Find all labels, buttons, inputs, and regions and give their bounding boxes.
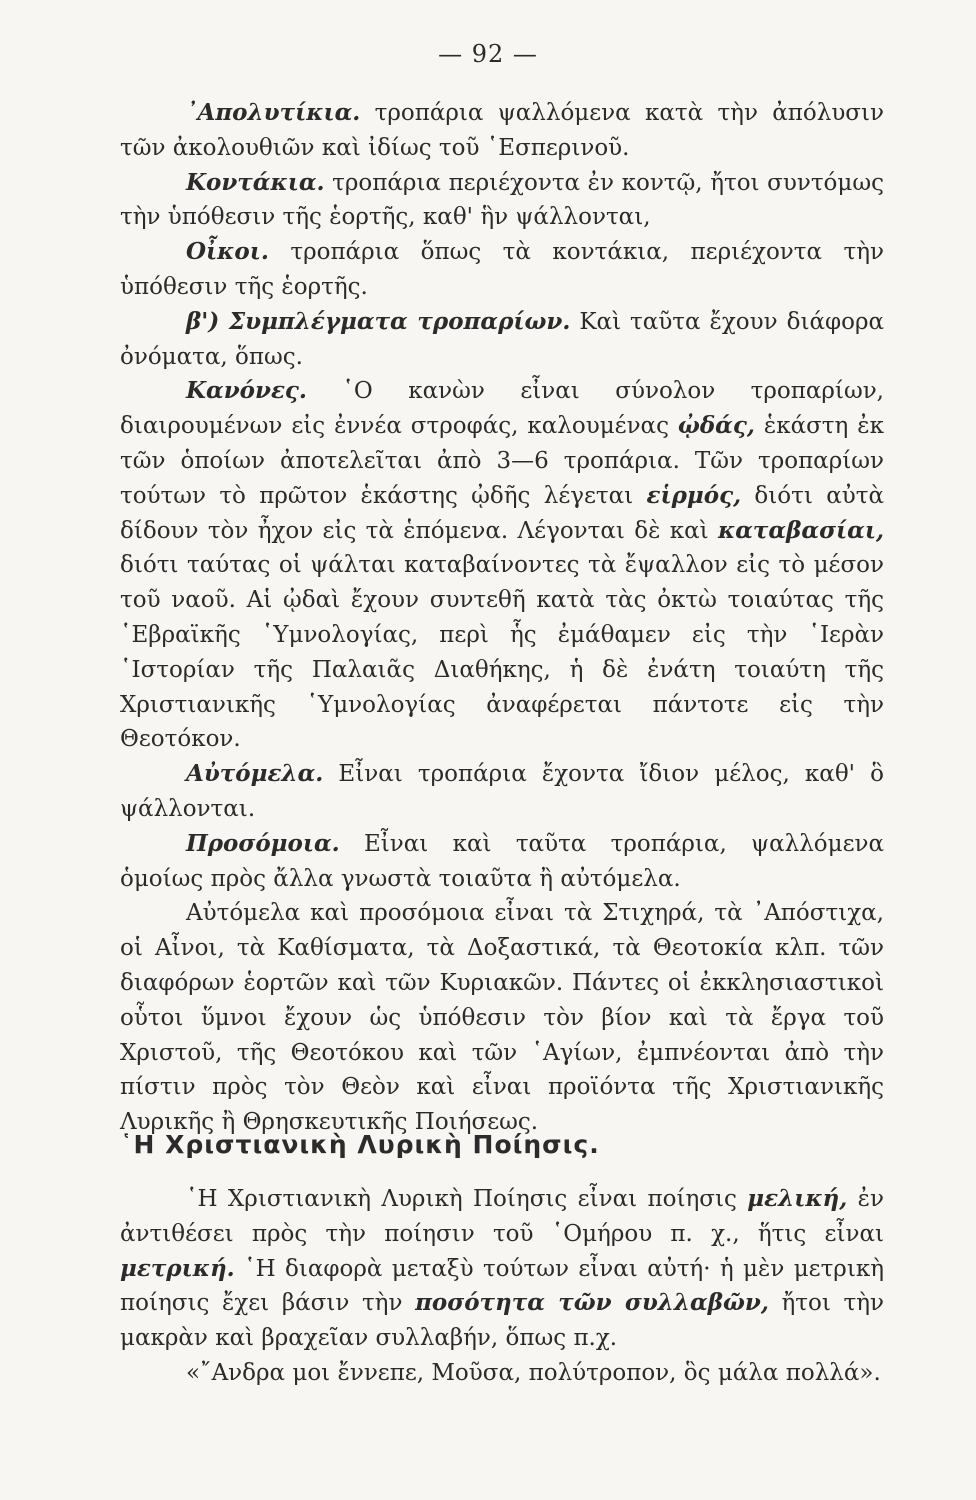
text-span: ῾Η Χριστιανικὴ Λυρικὴ Ποίησις εἶναι ποίησις (186, 1186, 748, 1212)
text-span: διότι αὐτὰ δίδουν τὸν ἦχον εἰς τὰ ἑπόμενα. Λέγονται δὲ καὶ (120, 482, 884, 544)
paragraph-summary: Αὐτόμελα καὶ προσόμοια εἶναι τὰ Στιχηρά, τὰ ᾿Απόστιχα, οἱ Αἶνοι, τὰ Καθίσματα, τὰ Δοξαστικά, τὰ Θεοτοκία κλπ. τῶν διαφόρων ἑορτῶν καὶ τῶν Κυριακῶν. Πάντες οἱ ἐκκλησιαστικοὶ οὗτοι ὕμνοι ἔχουν ὡς ὑπόθεσιν τὸν βίον καὶ τὰ ἔργα τοῦ Χριστοῦ, τῆς Θεοτόκου καὶ τῶν ῾Αγίων, ἐμπνέονται ἀπὸ τὴν πίστιν πρὸς τὸν Θεὸν καὶ εἶναι προϊόντα τῆς Χριστιανικῆς Λυρικῆς ἢ Θρησκευτικῆς Ποιήσεως. (120, 900, 884, 1136)
text-span: διότι ταύτας οἱ ψάλται καταβαίνοντες τὰ ἔψαλλον εἰς τὸ μέσον τοῦ ναοῦ. Αἱ ᾠδαὶ ἔχουν συντεθῆ κατὰ τὰς ὀκτὼ τοιαύτας τῆς ῾Εβραϊκῆς ῾Υμνολογίας, περὶ ἧς ἐμάθαμεν εἰς τὴν ῾Ιερὰν ῾Ιστορίαν τῆς Παλαιᾶς Διαθήκης, ἡ δὲ ἐνάτη τοιαύτη τῆς Χριστιανικῆς ῾Υμνολογίας ἀναφέρεται πάντοτε εἰς τὴν Θεοτόκον. (120, 552, 884, 753)
text-span: ῾Η διαφορὰ μεταξὺ τούτων εἶναι αὐτή· ἡ μὲν μετρικὴ ποίησις ἔχει βάσιν τὴν (120, 1255, 884, 1317)
paragraph-kanones (120, 374, 884, 757)
text-span: ἑκάστη ἐκ τῶν ὁποίων ἀποτελεῖται ἀπὸ 3—6 τροπάρια. Τῶν τροπαρίων τούτων τὸ πρῶτον ἑκάστης ᾠδῆς λέγεται (120, 413, 884, 509)
text-span: ῾Ο κανὼν εἶναι σύνολον τροπαρίων, διαιρουμένων εἰς ἐννέα στροφάς, καλουμένας (120, 378, 884, 440)
section-heading: ῾Η Χριστιανικὴ Λυρικὴ Ποίησις. (120, 1130, 600, 1159)
term-meliki: μελική, (747, 1185, 848, 1212)
term-kontakia: Κοντάκια. (186, 168, 325, 196)
paragraph-avtomela (120, 757, 884, 827)
text-span: Εἶναι καὶ ταῦτα τροπάρια, ψαλλόμενα ὁμοίως πρὸς ἄλλα γνωστὰ τοιαῦτα ἢ αὐτόμελα. (120, 830, 884, 892)
term-oikoi: Οἶκοι. (186, 238, 269, 266)
page-number: — 92 — (438, 40, 538, 68)
term-posotita: ποσότητα τῶν συλλαβῶν, (415, 1289, 769, 1317)
main-text (120, 96, 884, 1140)
text-span: ἤτοι τὴν μακρὰν καὶ βραχεῖαν συλλαβήν, ὅπως π.χ. (120, 1290, 885, 1352)
paragraph-text: τροπάρια περιέχοντα ἐν κοντῷ, ἤτοι συντόμως τὴν ὑπόθεσιν τῆς ἑορτῆς, καθ' ἣν ψάλλονται, (120, 169, 884, 231)
paragraph-kontakia (120, 166, 884, 236)
paragraph-text: τροπάρια ὅπως τὰ κοντάκια, περιέχοντα τὴν ὑπόθεσιν τῆς ἑορτῆς. (120, 239, 884, 300)
term-apolytikia: ᾿Απολυτίκια. (186, 99, 361, 126)
term-kanones: Κανόνες. (186, 377, 307, 405)
term-katavasiai: καταβασίαι, (717, 516, 884, 544)
paragraph-symplegmata (120, 305, 884, 375)
term-heirmos: εἱρμός, (646, 481, 742, 509)
text-span: Εἶναι τροπάρια ἔχοντα ἴδιον μέλος, καθ' ὃ ψάλλονται. (120, 761, 884, 822)
paragraph-apolytikia (120, 96, 884, 166)
term-symplegmata: β') Συμπλέγματα τροπαρίων. (186, 307, 571, 335)
term-metriki: μετρική. (120, 1254, 235, 1282)
term-avtomela: Αὐτόμελα. (186, 760, 324, 788)
paragraph-text: Καὶ ταῦτα ἔχουν διάφορα ὀνόματα, ὅπως. (120, 308, 884, 370)
section-text (120, 1182, 884, 1391)
paragraph-oikoi (120, 235, 884, 305)
text-span: ἐν ἀντιθέσει πρὸς τὴν ποίησιν τοῦ ῾Ομήρου π. χ., ἥτις εἶναι (120, 1186, 884, 1247)
paragraph-lyric (120, 1182, 884, 1356)
homer-quote: «῎Ανδρα μοι ἔννεπε, Μοῦσα, πολύτροπον, ὃς μάλα πολλά». (186, 1359, 881, 1386)
term-prosomoia: Προσόμοια. (186, 829, 340, 857)
paragraph-text: τροπάρια ψαλλόμενα κατὰ τὴν ἀπόλυσιν τῶν ἀκολουθιῶν καὶ ἰδίως τοῦ ῾Εσπερινοῦ. (120, 100, 884, 161)
paragraph-prosomoia (120, 827, 884, 897)
term-odas: ᾠδάς, (677, 412, 755, 440)
